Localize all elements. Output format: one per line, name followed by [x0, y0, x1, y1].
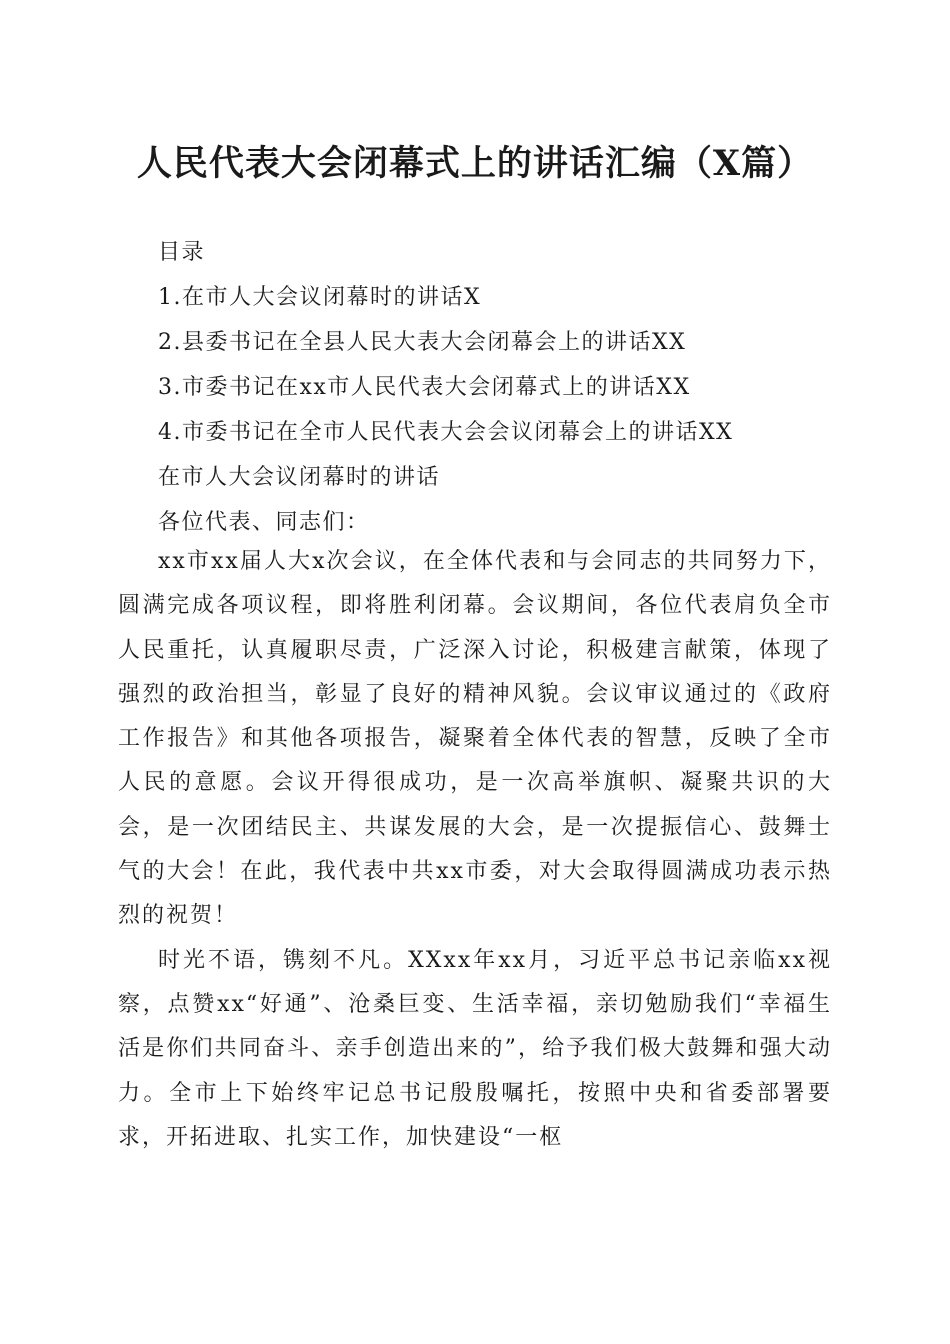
body-text	[118, 540, 832, 1160]
body-paragraph: 时光不语，镌刻不凡。XXxx年xx月，习近平总书记亲临xx视察，点赞xx“好通”、沧桑巨变、生活幸福，亲切勉励我们“幸福生活是你们共同奋斗、亲手创造出来的”，给予我们极大鼓舞和强大动力。全市上下始终牢记总书记殷殷嘱托，按照中央和省委部署要求，开拓进取、扎实工作，加快建设“一枢	[118, 947, 832, 1150]
toc-item: 3.市委书记在xx市人民代表大会闭幕式上的讲话XX	[158, 375, 691, 400]
body-paragraph: xx市xx届人大x次会议，在全体代表和与会同志的共同努力下，圆满完成各项议程，即将胜利闭幕。会议期间，各位代表肩负全市人民重托，认真履职尽责，广泛深入讨论，积极建言献策，体现了强烈的政治担当，彰显了良好的精神风貌。会议审议通过的《政府工作报告》和其他各项报告，凝聚着全体代表的智慧，反映了全市人民的意愿。会议开得很成功，是一次高举旗帜、凝聚共识的大会，是一次团结民主、共谋发展的大会，是一次提振信心、鼓舞士气的大会！在此，我代表中共xx市委，对大会取得圆满成功表示热烈的祝贺！	[118, 549, 832, 929]
table-of-contents	[158, 234, 733, 549]
document-title: 人民代表大会闭幕式上的讲话汇编（X篇）	[136, 143, 814, 184]
toc-heading: 目录	[158, 240, 206, 265]
toc-item: 2.县委书记在全县人民大表大会闭幕会上的讲话XX	[158, 330, 687, 355]
section-title: 在市人大会议闭幕时的讲话	[158, 465, 441, 490]
toc-item: 1.在市人大会议闭幕时的讲话X	[158, 285, 482, 310]
salutation: 各位代表、同志们：	[158, 510, 370, 535]
toc-item: 4.市委书记在全市人民代表大会会议闭幕会上的讲话XX	[158, 420, 734, 445]
